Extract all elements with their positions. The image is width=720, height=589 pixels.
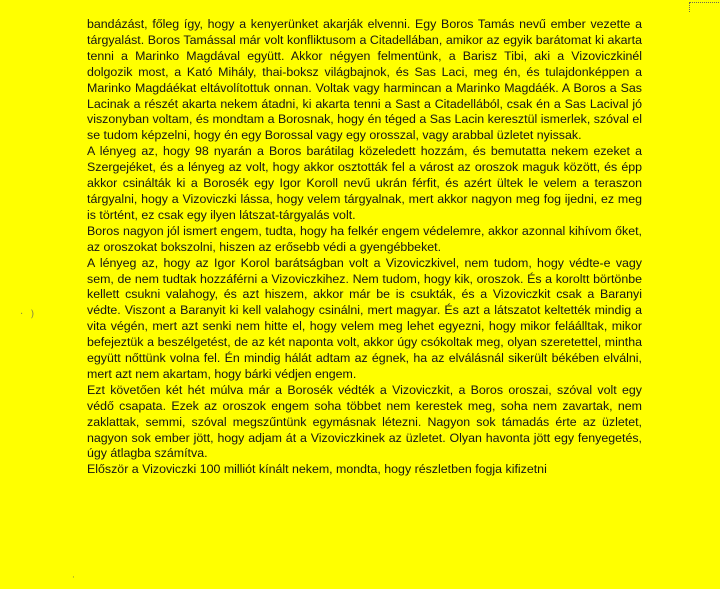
scan-corner-mark bbox=[689, 2, 720, 12]
paragraph-2: A lényeg az, hogy 98 nyarán a Boros barátilag közeledett hozzám, és bemutatta nekem ezeket a Szergejéket, és a lényeg az volt, hogy akkor osztották fel a várost az oroszok maguk között, és épp akkor csinálták ki a Borosék egy Igor Koroll nevű ukrán férfit, és azért ültek le velem a teraszon tárgyalni, hogy a Vizoviczki lássa, hogy velem tárgyalnak, mert akkor nagyon meg fog ijedni, ez meg is történt, ez csak egy ilyen látszat-tárgyalás volt. bbox=[87, 144, 642, 222]
paragraph-6: Először a Vizoviczki 100 milliót kínált nekem, mondta, hogy részletben fogja kifizetni bbox=[87, 462, 547, 477]
paragraph-3: Boros nagyon jól ismert engem, tudta, hogy ha felkér engem védelemre, akkor azonnal kihívom őket, az oroszokat bokszolni, hiszen az erősebb védi a gyengébbeket. bbox=[87, 223, 642, 254]
document-body bbox=[87, 17, 642, 478]
bottom-scan-mark: · bbox=[72, 573, 75, 583]
paragraph-4: A lényeg az, hogy az Igor Korol barátságban volt a Vizoviczkivel, nem tudom, hogy védte-e vagy sem, de nem tudtak hozzáférni a Vizoviczkihez. Nem tudom, hogy kik, oroszok. És a koroltt börtönbe kellett csukni valahogy, és azt hiszem, akkor már be is csukták, és a Vizoviczkit csak a Baranyi védte. Viszont a Baranyit ki kell valahogy csinálni, mert magyar. És azt a látszatot keltették mindig a vita végén, mert azt senki nem hitte el, hogy velem meg lehet egyezni, hogy mikor feláálltak, mikor befejeztük a beszélgetést, de az két naponta volt, akkor úgy csókoltak meg, olyan szeretettel, mintha együtt nőttünk volna fel. Én mindig hálát adtam az égnek, ha az elválásnál sikerült békében elválni, mert azt nem akartam, hogy bárki védjen engem. bbox=[87, 255, 642, 381]
margin-scan-mark: · ) bbox=[20, 309, 37, 320]
paragraph-5: Ezt követően két hét múlva már a Borosék védték a Vizoviczkit, a Boros oroszai, szóval volt egy védő csapata. Ezek az oroszok engem soha többet nem kerestek meg, soha nem zavartak, nem zaklattak, semmi, szóval megszűntünk egymásnak létezni. Nagyon sok támadás érte az üzletet, nagyon sok ember jött, hogy adjam át a Vizoviczkinek az üzletet. Olyan havonta jött egy fenyegetés, úgy átlagba számítva. bbox=[87, 382, 642, 461]
paragraph-1: bandázást, főleg így, hogy a kenyerünket akarják elvenni. Egy Boros Tamás nevű ember vezette a tárgyalást. Boros Tamással már volt konfliktusom a Citadellában, amikor az egyik barátomat ki akarta tenni a Marinko Magdával együtt. Akkor négyen felmentünk, a Barisz Tibi, aki a Vizoviczkinél dolgozik most, a Kató Mihály, thai-boksz világbajnok, és Sas Laci, meg én, és tulajdonképpen a Marinko Magdáékat eltávolítottuk onnan. Voltak vagy harmincan a Marinko Magdáék. A Boros a Sas Lacinak a részét akarta nekem átadni, ki akarta tenni a Sast a Citadellából, csak én a Sas Lacival jó viszonyban voltam, és mondtam a Borosnak, hogy én téged a Sas Lacin keresztül ismerlek, szóval el se tudom képzelni, hogy én egy Borossal vagy egy orosszal, vagy arabbal üzletet nyissak. bbox=[87, 17, 642, 143]
